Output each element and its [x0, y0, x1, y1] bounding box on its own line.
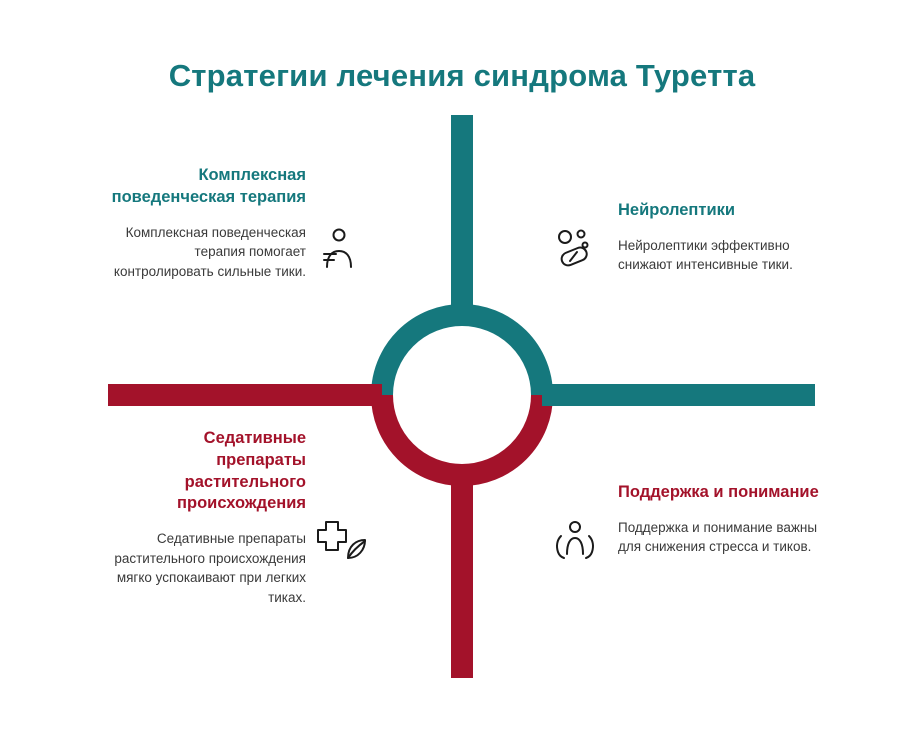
- person-head-icon: [318, 227, 360, 276]
- ring-segment-top-left: [382, 315, 462, 395]
- strategy-body-sedative: Седативные препараты растительного происхождения мягко успокаивают при легких тиках.: [114, 531, 306, 605]
- ring-segment-top-right: [462, 315, 542, 395]
- page-title: Стратегии лечения синдрома Туретта: [168, 58, 756, 93]
- strategy-body-support: Поддержка и понимание важны для снижения стресса и тиков.: [618, 519, 818, 555]
- strategy-heading-support: Поддержка и понимание: [618, 483, 819, 501]
- strategy-body-cbt: Комплексная поведенческая терапия помогает контролировать сильные тики.: [113, 224, 306, 279]
- strategy-heading-cbt: Комплексная поведенческая терапия: [111, 166, 306, 206]
- ring-segment-bottom-left: [382, 395, 462, 475]
- strategy-block-neuroleptics: [618, 200, 828, 275]
- strategy-block-cbt: [110, 165, 306, 281]
- strategy-heading-neuroleptics: Нейролептики: [618, 201, 736, 219]
- herbal-cross-icon: [312, 516, 370, 571]
- pills-icon: [552, 226, 596, 275]
- strategy-heading-sedative: Седативные препараты растительного происхождения: [177, 429, 306, 513]
- strategy-body-neuroleptics: Нейролептики эффективно снижают интенсивные тики.: [618, 237, 793, 273]
- strategy-block-sedative: [110, 428, 306, 607]
- supporting-hands-icon: [552, 518, 598, 567]
- strategy-block-support: [618, 482, 833, 557]
- ring-segment-bottom-right: [462, 395, 542, 475]
